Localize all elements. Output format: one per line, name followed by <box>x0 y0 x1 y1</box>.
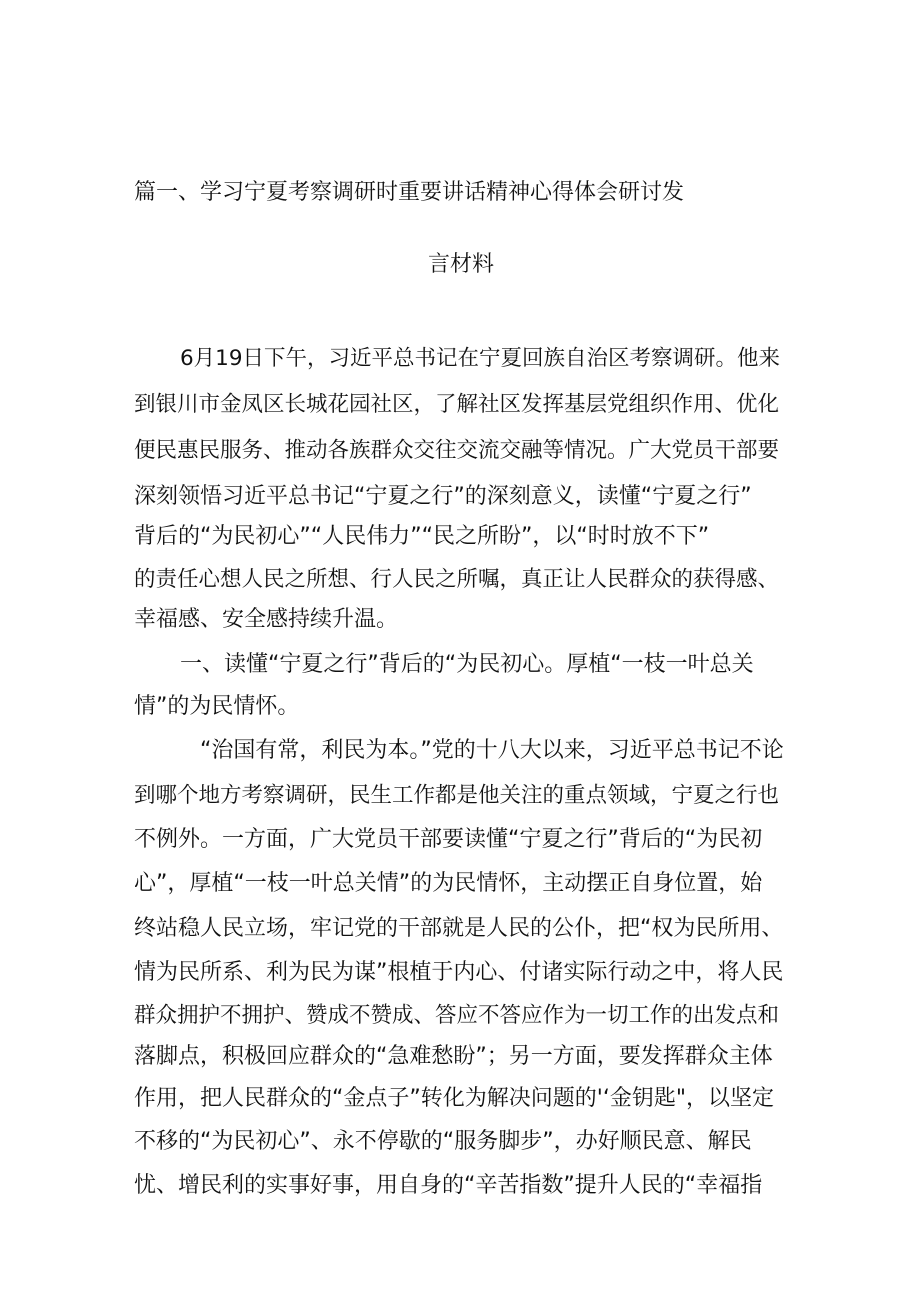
paragraph-3-line-3: 不例外。一方面，广大党员干部要读懂“宁夏之行”背后的“为民初 <box>134 827 763 852</box>
document-title-line-1: 篇一、学习宁夏考察调研时重要讲话精神心得体会研讨发 <box>134 180 685 205</box>
paragraph-1-line-2: 到银川市金凤区长城花园社区，了解社区发挥基层党组织作用、优化 <box>134 392 780 417</box>
paragraph-1-line-4: 深刻领悟习近平总书记“宁夏之行”的深刻意义，读懂“宁夏之行” <box>134 484 752 509</box>
document-title-line-2: 言材料 <box>428 252 495 277</box>
paragraph-2-line-1: 一、读懂“宁夏之行”背后的“为民初心。厚植“一枝一叶总关 <box>180 652 754 677</box>
paragraph-1-line-6: 的责任心想人民之所想、行人民之所嘱，真正让人民群众的获得感、 <box>134 567 780 592</box>
paragraph-3-line-1: “治国有常，利民为本。”党的十八大以来，习近平总书记不论 <box>200 738 784 763</box>
paragraph-3-line-9: 作用，把人民群众的“金点子”转化为解决问题的'‘金钥匙"，以坚定 <box>134 1086 774 1111</box>
paragraph-3-line-10: 不移的“为民初心”、永不停歇的“服务脚步”，办好顺民意、解民 <box>134 1129 752 1154</box>
paragraph-3-line-2: 到哪个地方考察调研，民生工作都是他关注的重点领域，宁夏之行也 <box>134 783 780 808</box>
paragraph-1-line-5: 背后的“为民初心”“人民伟力”“民之所盼”，以“时时放不下” <box>134 524 710 549</box>
paragraph-3-line-7: 群众拥护不拥护、赞成不赞成、答应不答应作为一切工作的出发点和 <box>134 1003 780 1028</box>
paragraph-1-line-3: 便民惠民服务、推动各族群众交往交流交融等情况。广大党员干部要 <box>134 438 780 463</box>
paragraph-3-line-11: 忧、增民利的实事好事，用自身的“辛苦指数”提升人民的“幸福指 <box>134 1173 763 1198</box>
paragraph-3-line-4: 心”，厚植“一枝一叶总关情”的为民情怀，主动摆正自身位置，始 <box>134 871 763 896</box>
paragraph-2-line-2: 情”的为民情怀。 <box>134 694 300 719</box>
paragraph-3-line-5: 终站稳人民立场，牢记党的干部就是人民的公仆，把“权为民所用、 <box>134 916 784 941</box>
paragraph-3-line-6: 情为民所系、利为民为谋”根植于内心、付诸实际行动之中，将人民 <box>134 960 784 985</box>
paragraph-3-line-8: 落脚点，积极回应群众的“急难愁盼”；另一方面，要发挥群众主体 <box>134 1044 773 1069</box>
paragraph-1-line-1: 6月19日下午，习近平总书记在宁夏回族自治区考察调研。他来 <box>180 346 781 371</box>
paragraph-1-line-7: 幸福感、安全感持续升温。 <box>134 607 399 632</box>
